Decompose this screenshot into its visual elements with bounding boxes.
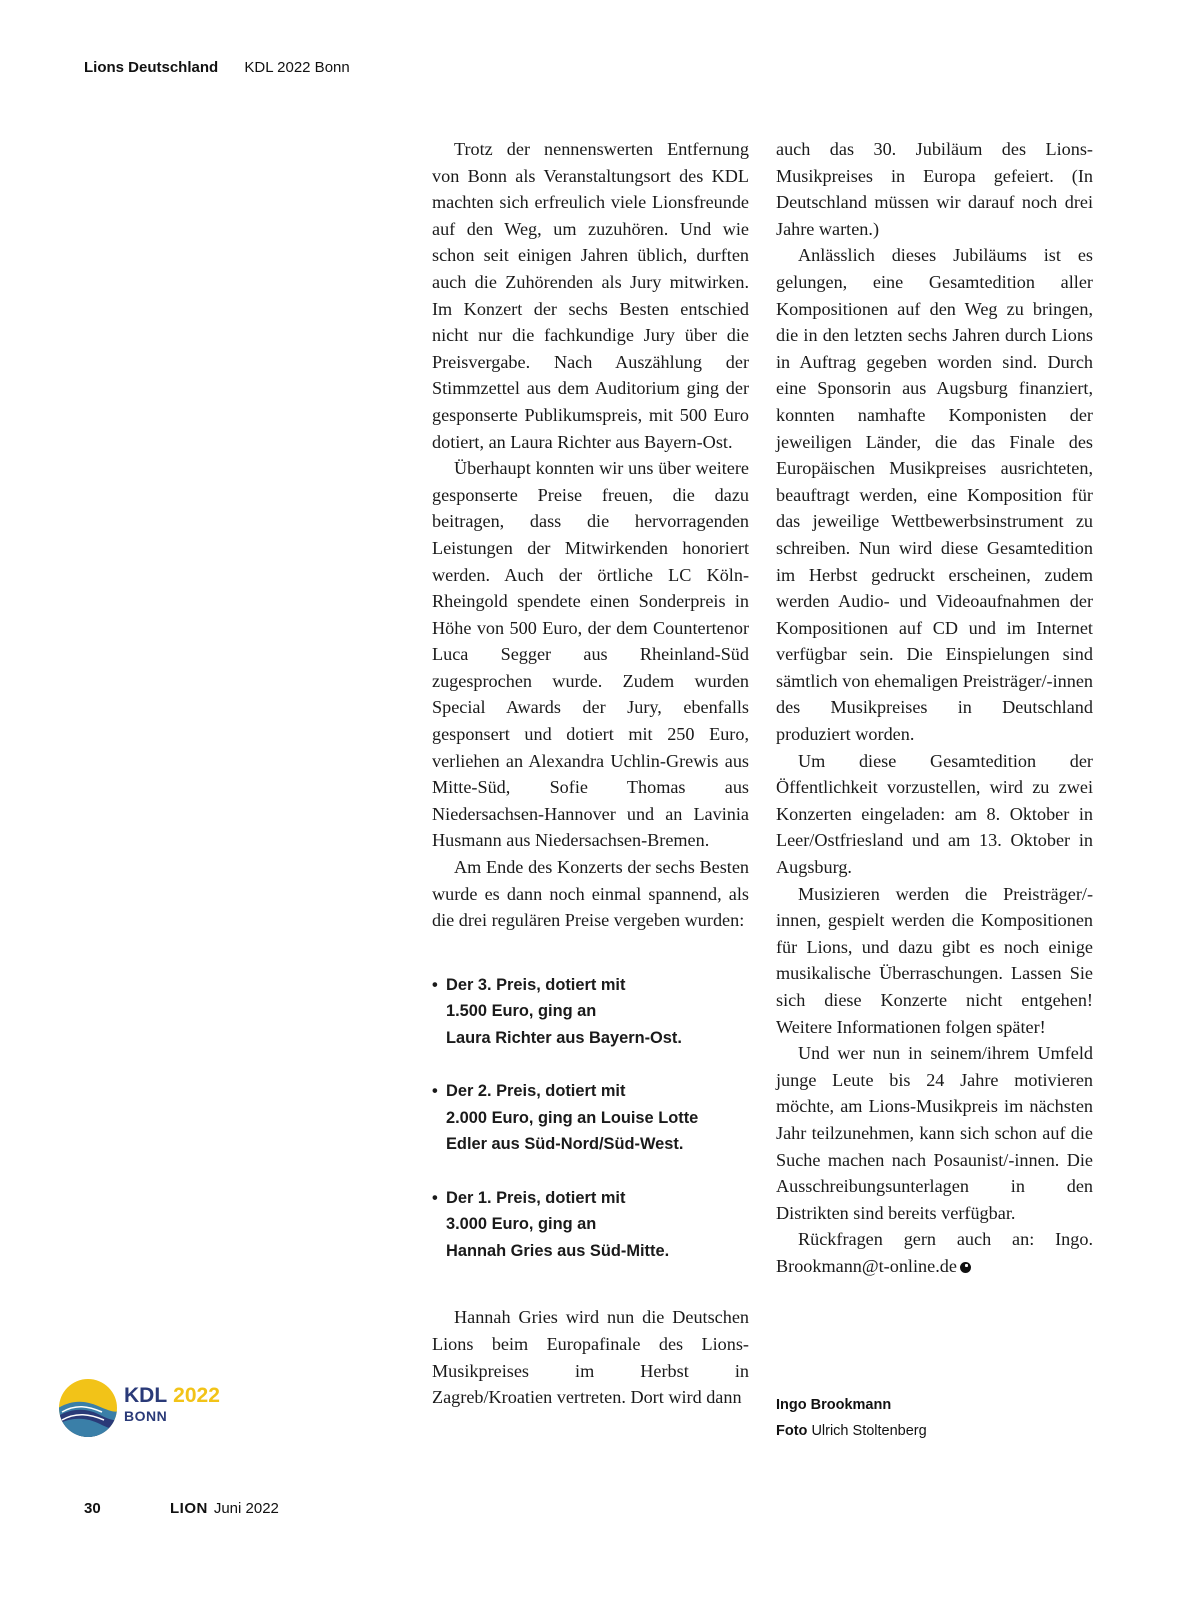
page-number: 30 xyxy=(84,1500,101,1517)
paragraph: Hannah Gries wird nun die Deutschen Lions beim Europafinale des Lions-Musikpreises im Herbst in Zagreb/Kroatien vertreten. Dort wird dann xyxy=(432,1307,749,1408)
bullet-icon: • xyxy=(432,1188,438,1207)
paragraph: Und wer nun in seinem/ihrem Umfeld junge Leute bis 24 Jahre motivieren möchte, am Lions-Musikpreis im nächsten Jahr teilzunehmen, kann sich schon auf die Suche machen nach Posaunist/-innen. Die Ausschreibungsunterlagen in den Distrikten sind bereits verfügbar. xyxy=(776,1043,1093,1223)
article-column-2 xyxy=(776,136,1093,1280)
magazine-name: LION xyxy=(170,1500,208,1517)
paragraph: Um diese Gesamtedition der Öffentlichkeit vorzustellen, wird zu zwei Konzerten eingeladen: am 8. Oktober in Leer/Ostfriesland und am 13. Oktober in Augsburg. xyxy=(776,750,1093,878)
running-header xyxy=(84,58,350,78)
paragraph: Trotz der nennenswerten Entfernung von Bonn als Veranstaltungsort des KDL machten sich erfreulich viele Lionsfreunde auf den Weg, um zuzuhören. Und wie schon seit einigen Jahren üblich, durften auch die Zuhörenden als Jury mitwirken. Im Konzert der sechs Besten entschied nicht nur die fachkundige Jury über die Preisvergabe. Nach Auszählung der Stimmzettel aus dem Auditorium ging der gesponserte Publikumspreis, mit 500 Euro dotiert, an Laura Richter aus Bayern-Ost. xyxy=(432,139,749,452)
prize-line: Der 3. Preis, dotiert mit xyxy=(446,975,626,994)
prize-line: Hannah Gries aus Süd-Mitte. xyxy=(446,1241,670,1260)
kdl-logo xyxy=(58,1378,228,1438)
article-end-icon xyxy=(960,1262,971,1273)
header-section: Lions Deutschland xyxy=(84,59,219,76)
prize-line: 3.000 Euro, ging an xyxy=(446,1215,597,1234)
author-name: Ingo Brookmann xyxy=(776,1397,892,1413)
page-footer xyxy=(84,1499,279,1519)
paragraph: Überhaupt konnten wir uns über weitere gesponserte Preise freuen, die dazu beitragen, dass die hervorragenden Leistungen der Mitwirkenden honoriert werden. Auch der örtliche LC Köln-Rheingold spendete einen Sonderpreis in Höhe von 500 Euro, der dem Countertenor Luca Segger aus Rheinland-Süd zugesprochen wurde. Zudem wurden Special Awards der Jury, ebenfalls gesponsert und dotiert mit 250 Euro, verliehen an Alexandra Uchlin-Grewis aus Mitte-Süd, Sofie Thomas aus Niedersachsen-Hannover und an Lavinia Husmann aus Niedersachsen-Bremen. xyxy=(432,458,749,851)
paragraph: Musizieren werden die Preisträger/-innen, gespielt werden die Kompositionen für Lions, und dazu gibt es noch einige musikalische Überraschungen. Lassen Sie sich diese Konzerte nicht entgehen! Weitere Informationen folgen später! xyxy=(776,883,1093,1037)
paragraph: Am Ende des Konzerts der sechs Besten wurde es dann noch einmal spannend, als die drei regulären Preise vergeben wurden: xyxy=(432,857,749,931)
photo-name: Ulrich Stoltenberg xyxy=(811,1423,927,1439)
paragraph-continuation: auch das 30. Jubiläum des Lions-Musikpreises in Europa gefeiert. (In Deutschland müssen wir darauf noch drei Jahre warten.) xyxy=(776,139,1093,239)
prize-line: 1.500 Euro, ging an xyxy=(446,1002,597,1021)
prize-line: Edler aus Süd-Nord/Süd-West. xyxy=(446,1135,684,1154)
paragraph-final xyxy=(776,1226,1093,1279)
prize-line: Laura Richter aus Bayern-Ost. xyxy=(446,1029,682,1047)
logo-city: BONN xyxy=(124,1408,168,1424)
logo-year: 2022 xyxy=(173,1384,220,1407)
bullet-icon: • xyxy=(432,1082,438,1101)
bullet-icon: • xyxy=(432,975,438,994)
article-column-1 xyxy=(432,136,749,1411)
header-subsection: KDL 2022 Bonn xyxy=(244,59,350,76)
prize-line: Der 1. Preis, dotiert mit xyxy=(446,1188,626,1207)
prize-line: 2.000 Euro, ging an Louise Lotte xyxy=(446,1108,699,1127)
issue-date: Juni 2022 xyxy=(213,1500,279,1517)
prize-line: Der 2. Preis, dotiert mit xyxy=(446,1082,626,1101)
photo-credit xyxy=(776,1418,927,1444)
logo-kdl: KDL xyxy=(124,1384,168,1407)
prize-list-item xyxy=(432,1185,749,1265)
logo-title xyxy=(124,1385,220,1407)
prize-list xyxy=(432,972,749,1265)
prize-list-item xyxy=(432,972,749,1052)
prize-list-item xyxy=(432,1078,749,1158)
paragraph: Anlässlich dieses Jubiläums ist es gelungen, eine Gesamtedition aller Kompositionen auf den Weg zu bringen, die in den letzten sechs Jahren durch Lions in Auftrag gegeben worden sind. Durch eine Sponsorin aus Augsburg finanziert, konnten namhafte Komponisten der jeweiligen Länder, die das Finale des Europäischen Musikpreises ausrichteten, beauftragt werden, eine Komposition für das jeweilige Wettbewerbsinstrument zu schreiben. Nun wird diese Gesamtedition im Herbst gedruckt erscheinen, zudem werden Audio- und Videoaufnahmen der Kompositionen auf CD und im Internet verfügbar sein. Die Einspielungen sind sämtlich von ehemaligen Preisträger/-innen des Musikpreises in Deutschland produziert worden. xyxy=(776,245,1093,745)
contact-text: Rückfragen gern auch an: Ingo. Brookmann@t-online.de xyxy=(776,1229,1093,1276)
kdl-sun-wave-logo-icon xyxy=(58,1378,120,1438)
photo-label: Foto xyxy=(776,1423,808,1439)
credits xyxy=(776,1392,927,1444)
